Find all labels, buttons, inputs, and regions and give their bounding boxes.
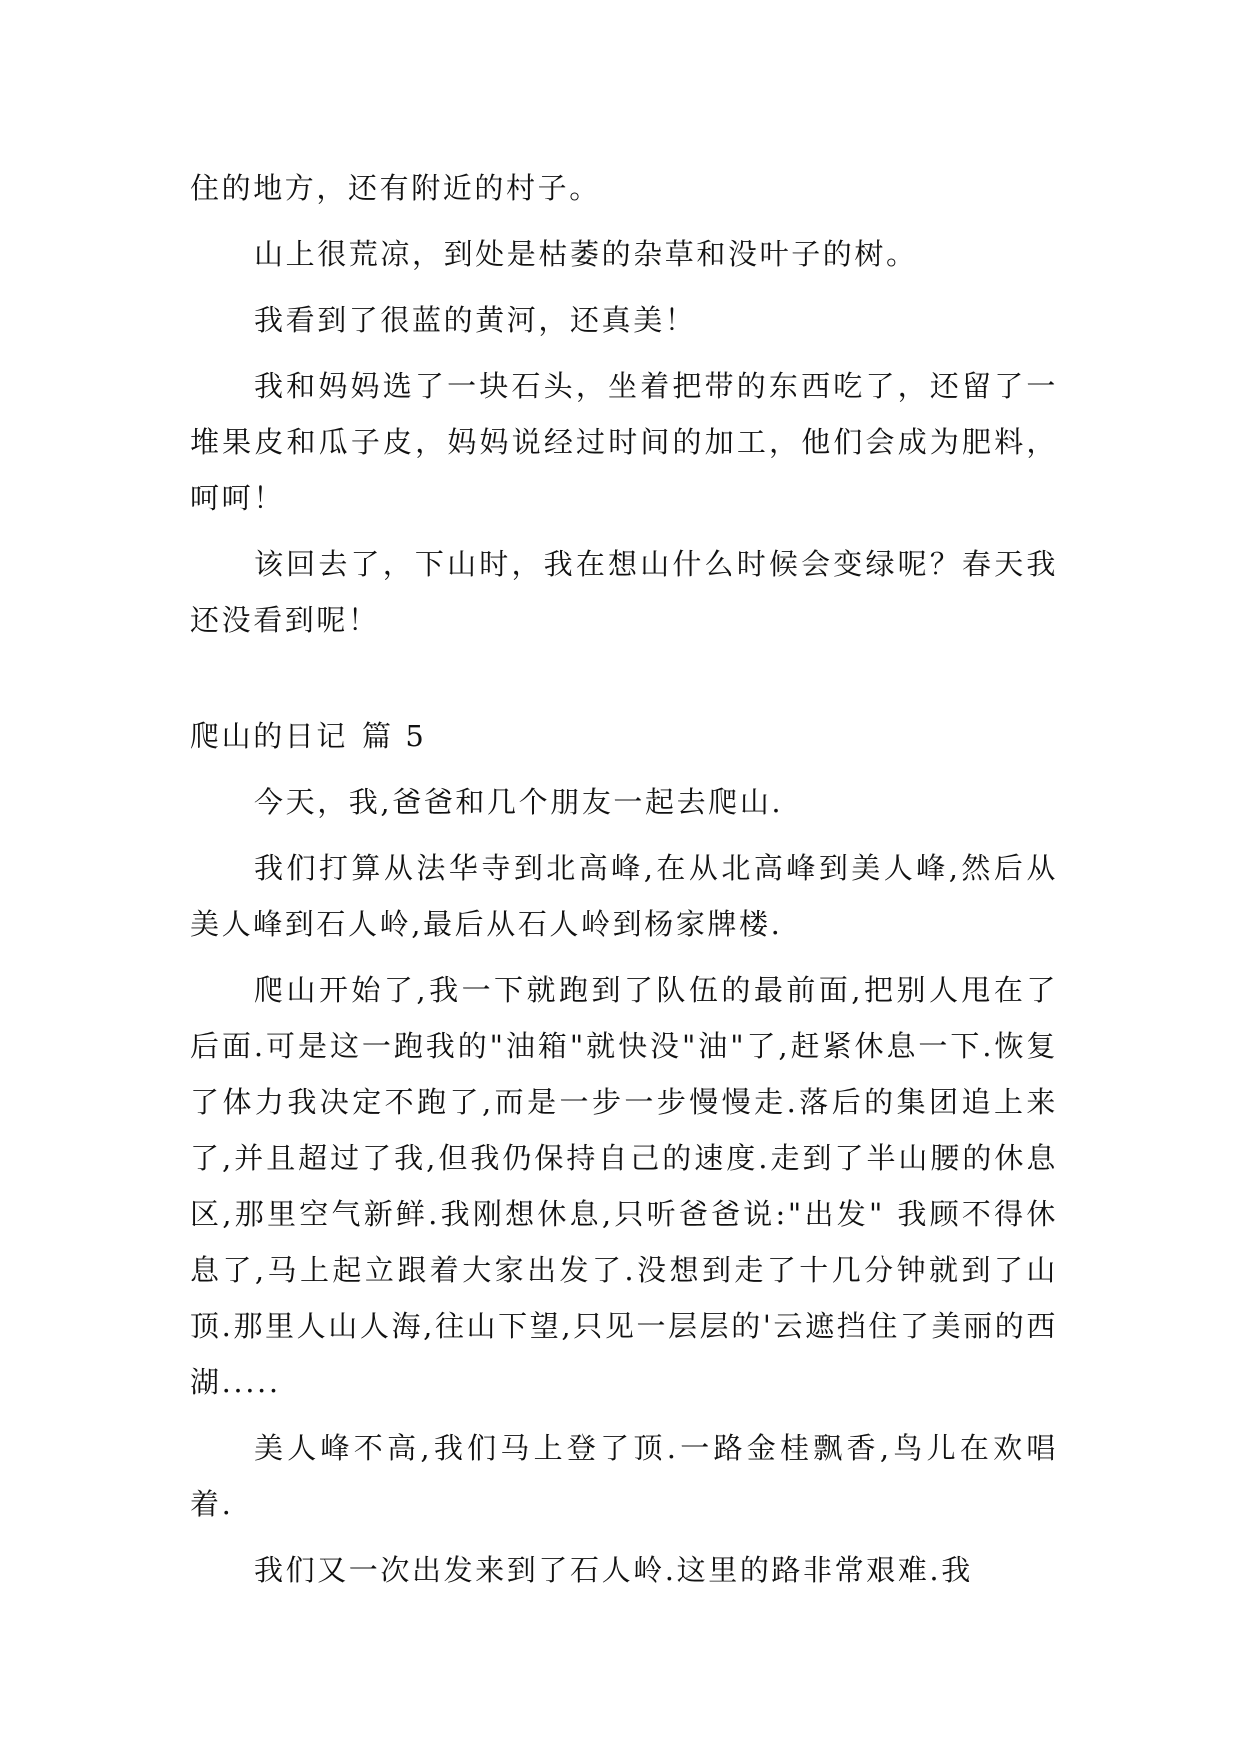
document-page bbox=[190, 160, 1058, 1608]
section-heading bbox=[190, 708, 1058, 764]
paragraph: 山上很荒凉，到处是枯萎的杂草和没叶子的树。 bbox=[254, 237, 918, 271]
paragraph: 爬山开始了,我一下就跑到了队伍的最前面,把别人甩在了后面.可是这一跑我的"油箱"就快没"油"了,赶紧休息一下.恢复了体力我决定不跑了,而是一步一步慢慢走.落后的集团追上来了,并且超过了我,但我仍保持自己的速度.走到了半山腰的休息区,那里空气新鲜.我刚想休息,只听爸爸说:"出发" 我顾不得休息了,马上起立跟着大家出发了.没想到走了十几分钟就到了山顶.那里人山人海,往山下望,只见一层层的'云遮挡住了美丽的西湖..... bbox=[190, 973, 1058, 1399]
paragraph: 我们又一次出发来到了石人岭.这里的路非常艰难.我 bbox=[254, 1553, 973, 1587]
paragraph: 我和妈妈选了一块石头，坐着把带的东西吃了，还留了一堆果皮和瓜子皮，妈妈说经过时间的加工，他们会成为肥料，呵呵！ bbox=[190, 369, 1058, 515]
paragraph: 住的地方，还有附近的村子。 bbox=[190, 171, 601, 205]
paragraph: 今天，我,爸爸和几个朋友一起去爬山. bbox=[254, 785, 784, 819]
paragraph: 该回去了，下山时，我在想山什么时候会变绿呢？春天我还没看到呢！ bbox=[190, 547, 1058, 637]
paragraph: 我们打算从法华寺到北高峰,在从北高峰到美人峰,然后从美人峰到石人岭,最后从石人岭到杨家牌楼. bbox=[190, 851, 1058, 941]
paragraph: 我看到了很蓝的黄河，还真美！ bbox=[254, 303, 697, 337]
section-number: 篇 5 bbox=[362, 719, 427, 753]
section-title: 爬山的日记 bbox=[190, 719, 349, 753]
paragraph: 美人峰不高,我们马上登了顶.一路金桂飘香,鸟儿在欢唱着. bbox=[190, 1431, 1058, 1521]
